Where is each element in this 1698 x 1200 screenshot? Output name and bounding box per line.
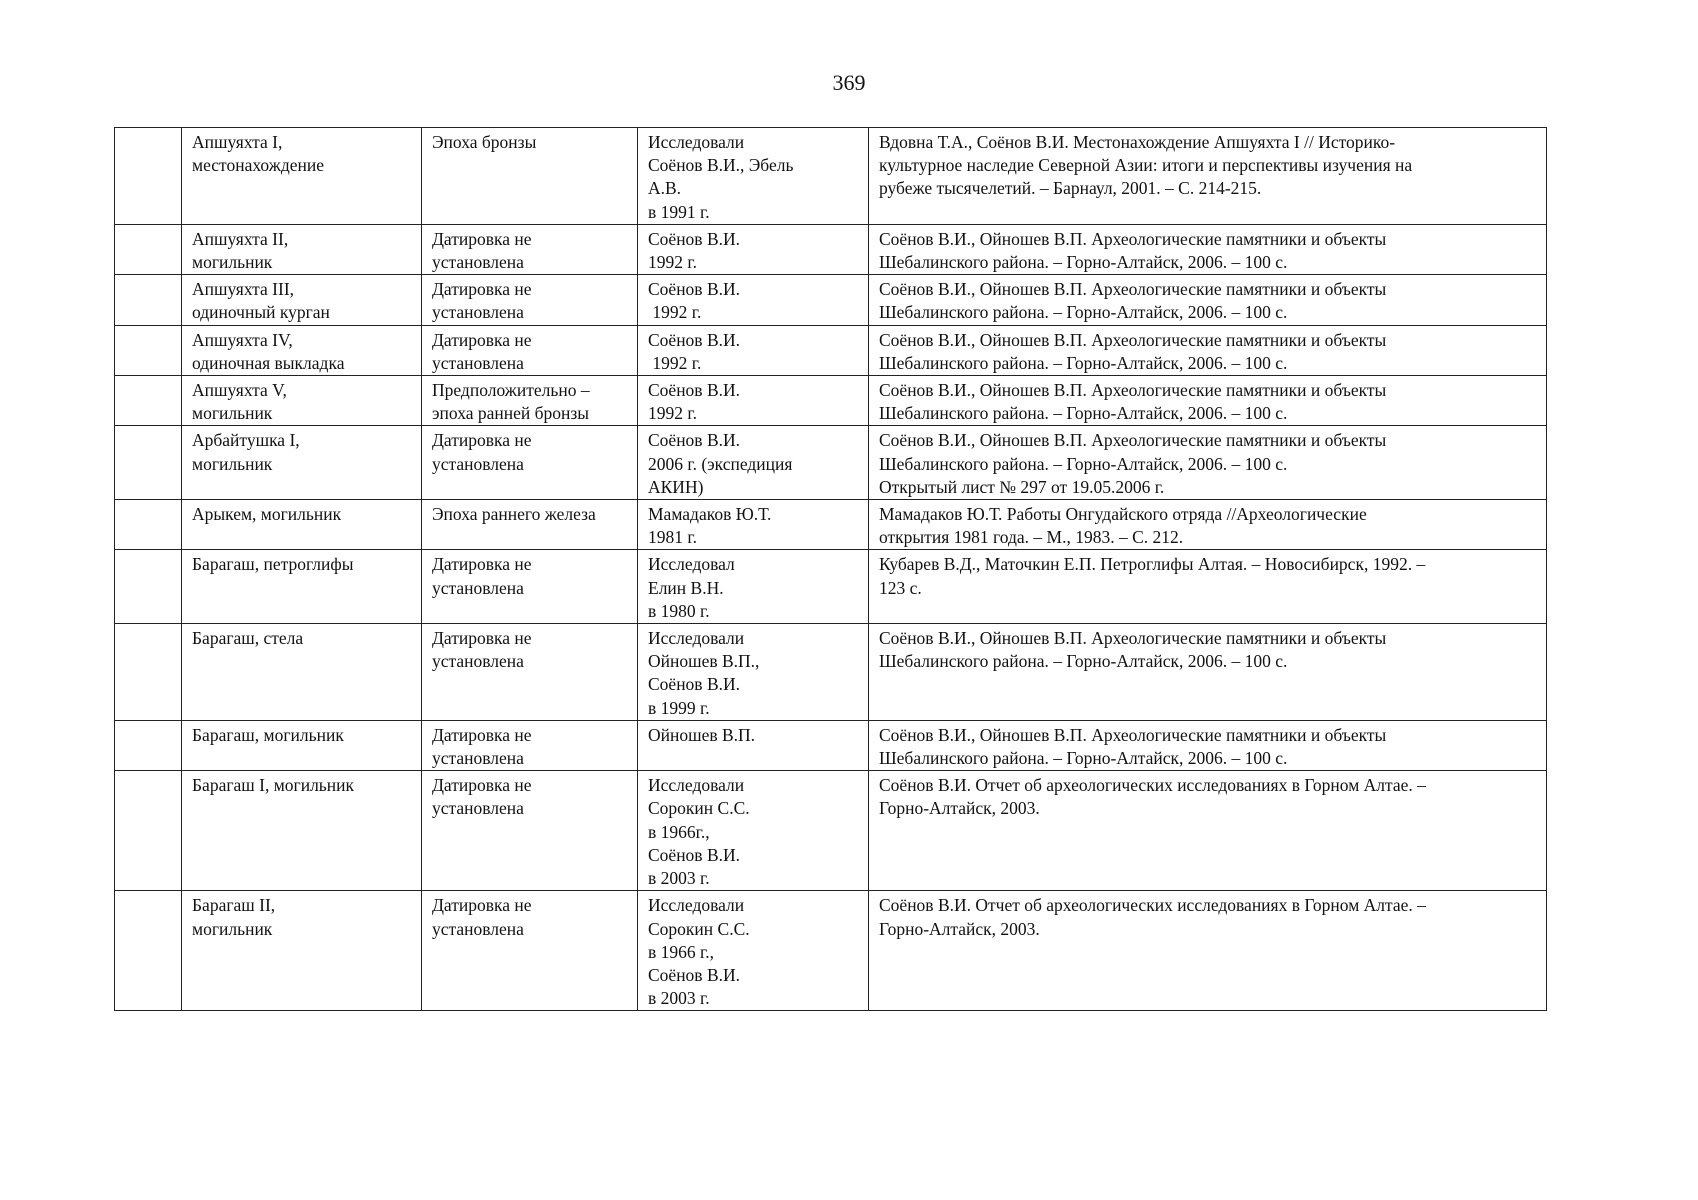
cell-text-line: АКИН) [648,476,704,497]
cell-text-line: Датировка не [432,279,532,300]
cell-text-line: Исследовали [648,775,745,796]
cell-text-line: Эпоха бронзы [432,132,537,152]
site-name-cell [182,128,422,225]
cell-text-line: установлена [432,918,524,939]
cell-text-line: Соёнов В.И., Ойношев В.П. Археологические памятники и объекты [879,228,1387,249]
cell-text-line: Соёнов В.И. [648,964,741,985]
site-name-cell [182,891,422,1011]
row-number-cell [115,128,182,225]
cell-text-line: Барагаш, петроглифы [192,554,354,575]
cell-text-line: Ойношев В.П. [648,724,756,745]
dating-cell [422,376,638,426]
cell-text-line: 1992 г. [648,403,697,424]
literature-cell [869,426,1547,500]
table-row [115,325,1547,375]
cell-text-line: Горно-Алтайск, 2003. [879,798,1040,819]
cell-text-line: могильник [192,252,273,273]
cell-text-line: Арбайтушка I, [192,430,300,451]
cell-text-line: Мамадаков Ю.Т. Работы Онгудайского отряда //Археологические [879,504,1367,525]
site-name-cell [182,426,422,500]
cell-text-line: одиночный курган [192,302,330,323]
cell-text-line: Кубарев В.Д., Маточкин Е.П. Петроглифы Алтая. – Новосибирск, 1992. – [879,554,1426,575]
cell-text-line: Сорокин С.С. [648,918,750,939]
table-row [115,624,1547,721]
researchers-cell [638,720,869,770]
cell-text-line: Шебалинского района. – Горно-Алтайск, 2006. – 100 с. [879,352,1288,373]
table-body [115,128,1547,1011]
row-number-cell [115,426,182,500]
table-row [115,891,1547,1011]
table-row [115,128,1547,225]
cell-text-line: Соёнов В.И. Отчет об археологических исследованиях в Горном Алтае. – [879,895,1426,916]
cell-text-line: могильник [192,918,273,939]
cell-text-line: в 2003 г. [648,988,710,1009]
researchers-cell [638,128,869,225]
row-number-cell [115,891,182,1011]
cell-text-line: Апшуяхта I, [192,132,283,152]
cell-text-line: в 1991 г. [648,201,710,222]
literature-cell [869,500,1547,550]
cell-text-line: Соёнов В.И. [648,430,741,451]
researchers-cell [638,624,869,721]
cell-text-line: Шебалинского района. – Горно-Алтайск, 2006. – 100 с. [879,403,1288,424]
dating-cell [422,224,638,274]
literature-cell [869,624,1547,721]
cell-text-line: Соёнов В.И., Ойношев В.П. Археологические памятники и объекты [879,279,1387,300]
cell-text-line: могильник [192,403,273,424]
cell-text-line: установлена [432,302,524,323]
cell-text-line: в 1980 г. [648,600,710,621]
cell-text-line: Елин В.Н. [648,577,724,598]
cell-text-line: Шебалинского района. – Горно-Алтайск, 2006. – 100 с. [879,651,1288,672]
row-number-cell [115,325,182,375]
cell-text-line: Соёнов В.И. [648,329,741,350]
cell-text-line: Мамадаков Ю.Т. [648,504,772,525]
dating-cell [422,720,638,770]
row-number-cell [115,500,182,550]
cell-text-line: 1981 г. [648,527,697,548]
literature-cell [869,720,1547,770]
cell-text-line: Исследовали [648,628,745,649]
cell-text-line: в 1966 г., [648,941,714,962]
researchers-cell [638,891,869,1011]
table-row [115,500,1547,550]
cell-text-line: Шебалинского района. – Горно-Алтайск, 2006. – 100 с. [879,748,1288,769]
dating-cell [422,891,638,1011]
literature-cell [869,376,1547,426]
cell-text-line: Горно-Алтайск, 2003. [879,918,1040,939]
row-number-cell [115,376,182,426]
cell-text-line: Шебалинского района. – Горно-Алтайск, 2006. – 100 с. [879,302,1288,323]
cell-text-line: Ойношев В.П., [648,651,760,672]
cell-text-line: в 1999 г. [648,697,710,718]
cell-text-line: культурное наследие Северной Азии: итоги и перспективы изучения на [879,155,1413,176]
cell-text-line: Соёнов В.И. [648,380,741,401]
cell-text-line: 1992 г. [648,302,702,323]
site-name-cell [182,550,422,624]
cell-text-line: Предположительно – [432,380,590,401]
dating-cell [422,325,638,375]
dating-cell [422,426,638,500]
row-number-cell [115,624,182,721]
researchers-cell [638,275,869,325]
cell-text-line: установлена [432,453,524,474]
cell-text-line: Датировка не [432,228,532,249]
cell-text-line: 2006 г. (экспедиция [648,453,793,474]
cell-text-line: Исследовали [648,895,745,916]
dating-cell [422,771,638,891]
cell-text-line: установлена [432,798,524,819]
cell-text-line: местонахождение [192,155,325,176]
row-number-cell [115,550,182,624]
site-name-cell [182,720,422,770]
cell-text-line: Апшуяхта V, [192,380,287,401]
researchers-cell [638,224,869,274]
researchers-cell [638,771,869,891]
cell-text-line: Датировка не [432,895,532,916]
site-name-cell [182,376,422,426]
table-row [115,426,1547,500]
cell-text-line: Исследовал [648,554,735,575]
cell-text-line: Вдовна Т.А., Соёнов В.И. Местонахождение Апшуяхта I // Историко- [879,132,1396,152]
cell-text-line: установлена [432,748,524,769]
researchers-cell [638,500,869,550]
cell-text-line: Соёнов В.И., Ойношев В.П. Археологические памятники и объекты [879,329,1387,350]
dating-cell [422,624,638,721]
cell-text-line: Датировка не [432,430,532,451]
cell-text-line: в 2003 г. [648,868,710,889]
cell-text-line: установлена [432,252,524,273]
cell-text-line: Барагаш, могильник [192,724,344,745]
site-name-cell [182,771,422,891]
dating-cell [422,275,638,325]
literature-cell [869,550,1547,624]
cell-text-line: Исследовали [648,132,745,152]
cell-text-line: 1992 г. [648,352,702,373]
literature-cell [869,224,1547,274]
researchers-cell [638,550,869,624]
cell-text-line: Апшуяхта II, [192,228,289,249]
monuments-table [114,127,1547,1011]
table-row [115,550,1547,624]
table-row [115,275,1547,325]
cell-text-line: Соёнов В.И., Ойношев В.П. Археологические памятники и объекты [879,430,1387,451]
cell-text-line: Датировка не [432,329,532,350]
row-number-cell [115,771,182,891]
cell-text-line: в 1966г., [648,821,710,842]
cell-text-line: Датировка не [432,724,532,745]
researchers-cell [638,376,869,426]
table-row [115,376,1547,426]
table-row [115,224,1547,274]
cell-text-line: Соёнов В.И. [648,279,741,300]
cell-text-line: установлена [432,577,524,598]
row-number-cell [115,275,182,325]
table-row [115,771,1547,891]
cell-text-line: А.В. [648,178,682,199]
cell-text-line: Соёнов В.И. [648,844,741,865]
cell-text-line: 123 с. [879,577,922,598]
cell-text-line: Открытый лист № 297 от 19.05.2006 г. [879,476,1165,497]
cell-text-line: Соёнов В.И., Ойношев В.П. Археологические памятники и объекты [879,724,1387,745]
cell-text-line: эпоха ранней бронзы [432,403,590,424]
site-name-cell [182,325,422,375]
site-name-cell [182,500,422,550]
cell-text-line: Барагаш II, [192,895,276,916]
researchers-cell [638,426,869,500]
cell-text-line: Барагаш I, могильник [192,775,355,796]
dating-cell [422,550,638,624]
cell-text-line: Соёнов В.И. [648,228,741,249]
literature-cell [869,128,1547,225]
literature-cell [869,275,1547,325]
researchers-cell [638,325,869,375]
literature-cell [869,771,1547,891]
cell-text-line: Соёнов В.И., Эбель [648,155,794,176]
site-name-cell [182,275,422,325]
cell-text-line: могильник [192,453,273,474]
cell-text-line: Эпоха раннего железа [432,504,596,525]
cell-text-line: открытия 1981 года. – М., 1983. – С. 212. [879,527,1184,548]
cell-text-line: Шебалинского района. – Горно-Алтайск, 2006. – 100 с. [879,252,1288,273]
dating-cell [422,500,638,550]
cell-text-line: Шебалинского района. – Горно-Алтайск, 2006. – 100 с. [879,453,1288,474]
cell-text-line: одиночная выкладка [192,352,345,373]
cell-text-line: рубеже тысячелетий. – Барнаул, 2001. – С. 214-215. [879,178,1262,199]
cell-text-line: Барагаш, стела [192,628,304,649]
cell-text-line: Соёнов В.И. [648,674,741,695]
cell-text-line: 1992 г. [648,252,697,273]
cell-text-line: Апшуяхта III, [192,279,295,300]
site-name-cell [182,624,422,721]
cell-text-line: Соёнов В.И., Ойношев В.П. Археологические памятники и объекты [879,628,1387,649]
cell-text-line: Арыкем, могильник [192,504,342,525]
row-number-cell [115,224,182,274]
cell-text-line: Датировка не [432,628,532,649]
cell-text-line: установлена [432,352,524,373]
cell-text-line: Датировка не [432,554,532,575]
literature-cell [869,891,1547,1011]
cell-text-line: Апшуяхта IV, [192,329,293,350]
cell-text-line: Сорокин С.С. [648,798,750,819]
cell-text-line: Датировка не [432,775,532,796]
page-number: 369 [832,70,866,95]
row-number-cell [115,720,182,770]
cell-text-line: Соёнов В.И., Ойношев В.П. Археологические памятники и объекты [879,380,1387,401]
cell-text-line: установлена [432,651,524,672]
literature-cell [869,325,1547,375]
site-name-cell [182,224,422,274]
table-row [115,720,1547,770]
dating-cell [422,128,638,225]
cell-text-line: Соёнов В.И. Отчет об археологических исследованиях в Горном Алтае. – [879,775,1426,796]
